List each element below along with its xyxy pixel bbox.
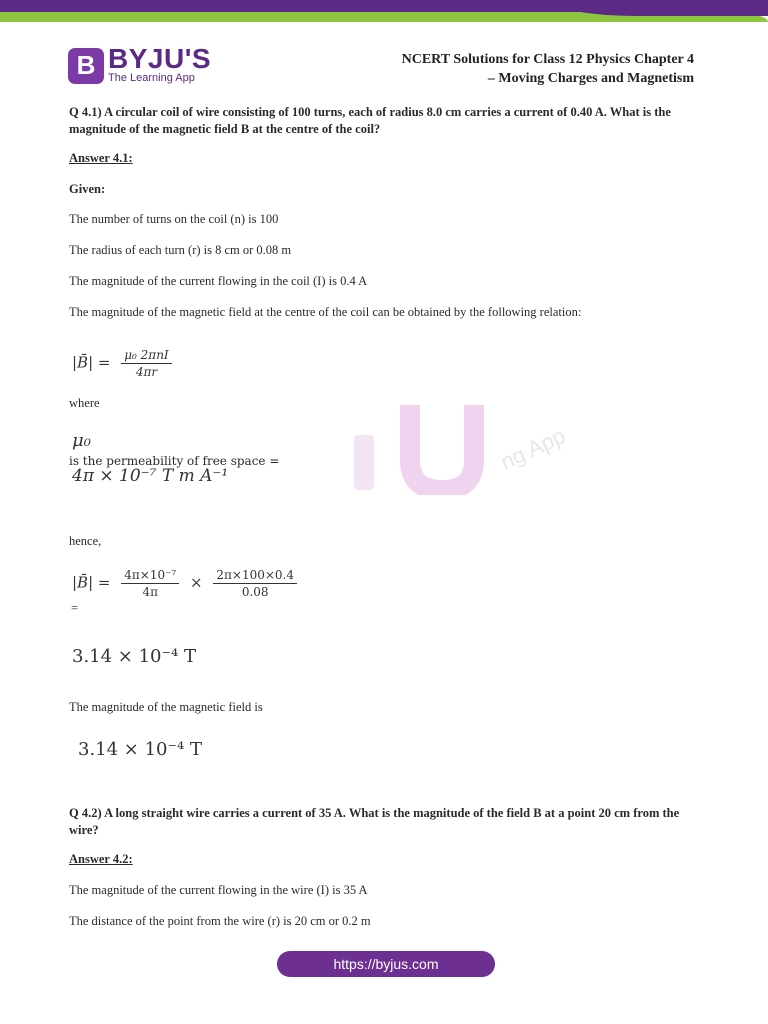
given-current: The magnitude of the current flowing in the coil (I) is 0.4 A xyxy=(69,274,368,288)
watermark-text: ng App xyxy=(496,422,570,475)
calculation xyxy=(72,568,303,599)
formula-denominator: 4πr xyxy=(135,365,158,379)
q42-given-current: The magnitude of the current flowing in the wire (I) is 35 A xyxy=(69,883,368,897)
formula-lhs: |B̄| = xyxy=(72,353,111,372)
watermark-u-shape xyxy=(410,405,474,490)
calc-times: × xyxy=(190,573,203,592)
equals-sign: = xyxy=(71,601,79,615)
footer-url-link[interactable]: https://byjus.com xyxy=(277,951,495,977)
watermark-bar xyxy=(354,435,374,490)
q42-given-distance: The distance of the point from the wire (r) is 20 cm or 0.2 m xyxy=(69,914,371,928)
calc-fraction-2 xyxy=(213,568,297,599)
given-radius: The radius of each turn (r) is 8 cm or 0.08 m xyxy=(69,243,292,257)
hence-text: hence, xyxy=(69,534,102,548)
page-title-line2: – Moving Charges and Magnetism xyxy=(487,71,694,86)
logo-text xyxy=(108,43,212,85)
top-decorative-bar xyxy=(0,0,768,22)
page-title-line1: NCERT Solutions for Class 12 Physics Chapter 4 xyxy=(401,52,694,67)
calc-fraction-1 xyxy=(121,568,179,599)
field-formula xyxy=(72,348,178,379)
answer-4-1-label: Answer 4.1: xyxy=(69,151,133,165)
formula-numerator: μ₀ 2πnI xyxy=(121,348,171,364)
top-bar-purple-wave xyxy=(560,0,768,16)
calc-fraction-2-num: 2π×100×0.4 xyxy=(213,568,297,584)
page-title xyxy=(402,50,694,88)
question-4-2: Q 4.2) A long straight wire carries a current of 35 A. What is the magnitude of the field B at a point 20 cm from the wire? xyxy=(69,806,680,837)
permeability-value: 4π × 10⁻⁷ T m A⁻¹ xyxy=(72,466,229,486)
conclusion-text: The magnitude of the magnetic field is xyxy=(69,700,263,714)
calc-fraction-2-den: 0.08 xyxy=(241,585,269,599)
logo-name: BYJU'S xyxy=(108,43,212,74)
where-text: where xyxy=(69,396,100,410)
byjus-watermark xyxy=(330,385,630,495)
result-1: 3.14 × 10⁻⁴ T xyxy=(72,646,196,667)
permeability-text: is the permeability of free space = xyxy=(69,454,280,468)
answer-4-2-label: Answer 4.2: xyxy=(69,852,133,866)
formula-fraction xyxy=(121,348,171,379)
logo-b-icon: B xyxy=(68,48,104,84)
mu0-symbol: μ₀ xyxy=(72,430,91,451)
logo-tagline: The Learning App xyxy=(108,72,195,84)
calc-fraction-1-num: 4π×10⁻⁷ xyxy=(121,568,179,584)
question-4-1: Q 4.1) A circular coil of wire consisting of 100 turns, each of radius 8.0 cm carries a current of 0.40 A. What is the magnitude of the magnetic field B at the centre of the coil? xyxy=(69,105,671,136)
relation-text: The magnitude of the magnetic field at the centre of the coil can be obtained by the following relation: xyxy=(69,305,582,319)
result-2: 3.14 × 10⁻⁴ T xyxy=(78,739,202,760)
calc-fraction-1-den: 4π xyxy=(142,585,159,599)
byjus-logo xyxy=(68,43,212,85)
calc-lhs: |B̄| = xyxy=(72,573,111,592)
given-label: Given: xyxy=(69,182,106,196)
given-turns: The number of turns on the coil (n) is 100 xyxy=(69,212,279,226)
